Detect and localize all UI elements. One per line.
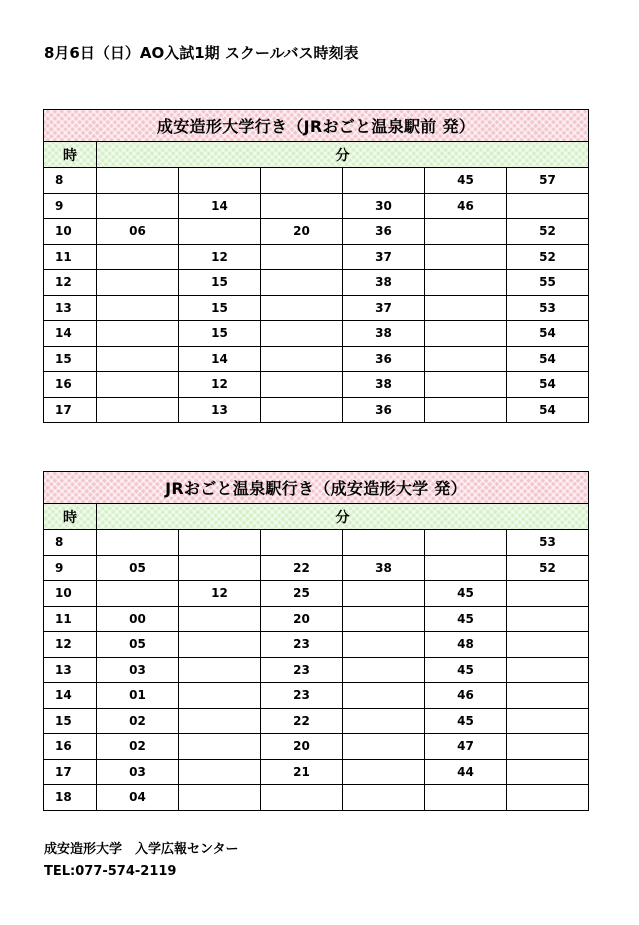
minute-cell: 00 [97, 606, 179, 632]
minute-cell [261, 193, 343, 219]
minute-cell [425, 372, 507, 398]
timetable-row [44, 683, 589, 709]
timetable-row [44, 219, 589, 245]
minute-cell [97, 321, 179, 347]
hour-cell: 12 [44, 270, 97, 296]
minute-cell [343, 785, 425, 811]
timetable-row [44, 270, 589, 296]
hour-cell: 8 [44, 530, 97, 556]
timetable-row [44, 657, 589, 683]
footer-organization: 成安造形大学 入学広報センター [44, 842, 239, 857]
timetable-row [44, 734, 589, 760]
minute-cell: 37 [343, 295, 425, 321]
timetable-row [44, 606, 589, 632]
minute-cell: 06 [97, 219, 179, 245]
minute-cell: 45 [425, 168, 507, 194]
hour-cell: 10 [44, 581, 97, 607]
minute-cell [261, 785, 343, 811]
minute-cell: 20 [261, 606, 343, 632]
minute-cell [425, 397, 507, 423]
minute-cell: 46 [425, 683, 507, 709]
minute-cell [97, 581, 179, 607]
hour-cell: 18 [44, 785, 97, 811]
minute-cell: 54 [507, 321, 589, 347]
minute-cell: 21 [261, 759, 343, 785]
timetable-caption: JRおごと温泉駅行き（成安造形大学 発） [44, 472, 589, 504]
minute-cell: 38 [343, 270, 425, 296]
hour-cell: 9 [44, 193, 97, 219]
hour-cell: 13 [44, 295, 97, 321]
minute-cell [343, 734, 425, 760]
minute-cell: 52 [507, 219, 589, 245]
timetable-header-row [44, 504, 589, 530]
minute-cell [507, 759, 589, 785]
timetable-caption-row [44, 472, 589, 504]
hour-cell: 9 [44, 555, 97, 581]
minute-cell [97, 193, 179, 219]
minute-cell [261, 168, 343, 194]
hour-column-header: 時 [44, 142, 97, 168]
minute-cell: 12 [179, 244, 261, 270]
hour-cell: 17 [44, 397, 97, 423]
hour-cell: 15 [44, 708, 97, 734]
minute-cell [179, 657, 261, 683]
minute-cell: 22 [261, 708, 343, 734]
minute-cell [261, 321, 343, 347]
minute-cell: 15 [179, 321, 261, 347]
minute-cell [179, 530, 261, 556]
minute-cell: 38 [343, 372, 425, 398]
minute-cell [97, 168, 179, 194]
minute-cell: 37 [343, 244, 425, 270]
minute-cell: 25 [261, 581, 343, 607]
timetable-row [44, 244, 589, 270]
minute-cell: 14 [179, 193, 261, 219]
minute-cell: 13 [179, 397, 261, 423]
hour-cell: 11 [44, 606, 97, 632]
minute-cell [507, 657, 589, 683]
minute-cell: 22 [261, 555, 343, 581]
timetable-row [44, 295, 589, 321]
minute-cell: 47 [425, 734, 507, 760]
minute-cell [425, 530, 507, 556]
minute-cell [425, 785, 507, 811]
timetable-row [44, 193, 589, 219]
timetable-to-station [43, 471, 589, 811]
minute-cell [97, 244, 179, 270]
minute-cell [343, 708, 425, 734]
minute-cell [261, 372, 343, 398]
minute-cell [179, 785, 261, 811]
minute-cell [507, 193, 589, 219]
timetable-row [44, 555, 589, 581]
minute-cell [343, 657, 425, 683]
footer-phone: TEL:077-574-2119 [44, 864, 177, 879]
minute-cell [179, 555, 261, 581]
minute-cell: 38 [343, 555, 425, 581]
minute-cell: 48 [425, 632, 507, 658]
minute-cell [97, 346, 179, 372]
minute-cell: 04 [97, 785, 179, 811]
minute-cell [97, 270, 179, 296]
minute-cell: 05 [97, 632, 179, 658]
minute-cell: 15 [179, 295, 261, 321]
minute-cell [179, 632, 261, 658]
minute-cell [261, 530, 343, 556]
hour-cell: 13 [44, 657, 97, 683]
timetable-to-university [43, 109, 589, 423]
minute-cell: 45 [425, 581, 507, 607]
minute-cell: 53 [507, 295, 589, 321]
minute-cell [97, 397, 179, 423]
minute-cell [179, 168, 261, 194]
minute-cell: 12 [179, 581, 261, 607]
minute-cell [343, 759, 425, 785]
hour-cell: 17 [44, 759, 97, 785]
minute-cell [97, 530, 179, 556]
minute-cell [261, 295, 343, 321]
minute-cell [507, 632, 589, 658]
minute-cell [343, 632, 425, 658]
hour-cell: 11 [44, 244, 97, 270]
timetable-row [44, 321, 589, 347]
minute-cell: 45 [425, 606, 507, 632]
timetable-row [44, 581, 589, 607]
minute-cell: 12 [179, 372, 261, 398]
minute-cell: 54 [507, 372, 589, 398]
minute-cell: 36 [343, 219, 425, 245]
minute-cell [343, 168, 425, 194]
minute-cell [507, 734, 589, 760]
minute-cell: 23 [261, 683, 343, 709]
minute-cell [343, 683, 425, 709]
minute-cell: 01 [97, 683, 179, 709]
minute-cell: 23 [261, 657, 343, 683]
minute-column-header: 分 [97, 142, 589, 168]
timetable-row [44, 346, 589, 372]
minute-cell [425, 555, 507, 581]
timetable-row [44, 168, 589, 194]
timetable-caption: 成安造形大学行き（JRおごと温泉駅前 発） [44, 110, 589, 142]
minute-cell [425, 219, 507, 245]
page-title: 8月6日（日）AO入試1期 スクールバス時刻表 [44, 44, 359, 62]
minute-cell [343, 606, 425, 632]
timetable-row [44, 632, 589, 658]
minute-cell [343, 581, 425, 607]
minute-cell: 23 [261, 632, 343, 658]
minute-cell [179, 683, 261, 709]
timetable-caption-row [44, 110, 589, 142]
minute-cell: 45 [425, 657, 507, 683]
timetable-row [44, 708, 589, 734]
minute-cell: 05 [97, 555, 179, 581]
hour-cell: 16 [44, 734, 97, 760]
hour-cell: 8 [44, 168, 97, 194]
minute-cell: 03 [97, 657, 179, 683]
minute-cell: 36 [343, 346, 425, 372]
minute-cell: 54 [507, 397, 589, 423]
hour-column-header: 時 [44, 504, 97, 530]
timetable-row [44, 372, 589, 398]
minute-cell: 15 [179, 270, 261, 296]
minute-cell [179, 759, 261, 785]
minute-cell [261, 244, 343, 270]
minute-cell: 02 [97, 734, 179, 760]
minute-cell: 20 [261, 219, 343, 245]
minute-cell [425, 270, 507, 296]
hour-cell: 15 [44, 346, 97, 372]
minute-cell [425, 346, 507, 372]
minute-cell [507, 683, 589, 709]
minute-cell: 45 [425, 708, 507, 734]
minute-cell [179, 708, 261, 734]
minute-cell: 14 [179, 346, 261, 372]
minute-cell: 53 [507, 530, 589, 556]
hour-cell: 12 [44, 632, 97, 658]
minute-cell: 55 [507, 270, 589, 296]
minute-cell [507, 785, 589, 811]
timetable-row [44, 759, 589, 785]
minute-cell: 54 [507, 346, 589, 372]
minute-cell [179, 606, 261, 632]
minute-cell: 38 [343, 321, 425, 347]
minute-cell [425, 244, 507, 270]
minute-column-header: 分 [97, 504, 589, 530]
minute-cell [507, 581, 589, 607]
minute-cell: 57 [507, 168, 589, 194]
minute-cell: 46 [425, 193, 507, 219]
minute-cell [261, 270, 343, 296]
minute-cell: 36 [343, 397, 425, 423]
minute-cell [507, 708, 589, 734]
minute-cell [425, 321, 507, 347]
minute-cell: 44 [425, 759, 507, 785]
timetable-row [44, 785, 589, 811]
minute-cell: 02 [97, 708, 179, 734]
minute-cell [97, 295, 179, 321]
minute-cell [507, 606, 589, 632]
timetable-row [44, 530, 589, 556]
timetable-header-row [44, 142, 589, 168]
hour-cell: 14 [44, 321, 97, 347]
hour-cell: 14 [44, 683, 97, 709]
minute-cell [261, 397, 343, 423]
minute-cell: 52 [507, 555, 589, 581]
hour-cell: 10 [44, 219, 97, 245]
hour-cell: 16 [44, 372, 97, 398]
minute-cell [179, 734, 261, 760]
minute-cell [343, 530, 425, 556]
minute-cell [97, 372, 179, 398]
minute-cell [179, 219, 261, 245]
minute-cell [425, 295, 507, 321]
minute-cell: 20 [261, 734, 343, 760]
minute-cell: 52 [507, 244, 589, 270]
minute-cell: 03 [97, 759, 179, 785]
minute-cell: 30 [343, 193, 425, 219]
minute-cell [261, 346, 343, 372]
timetable-row [44, 397, 589, 423]
